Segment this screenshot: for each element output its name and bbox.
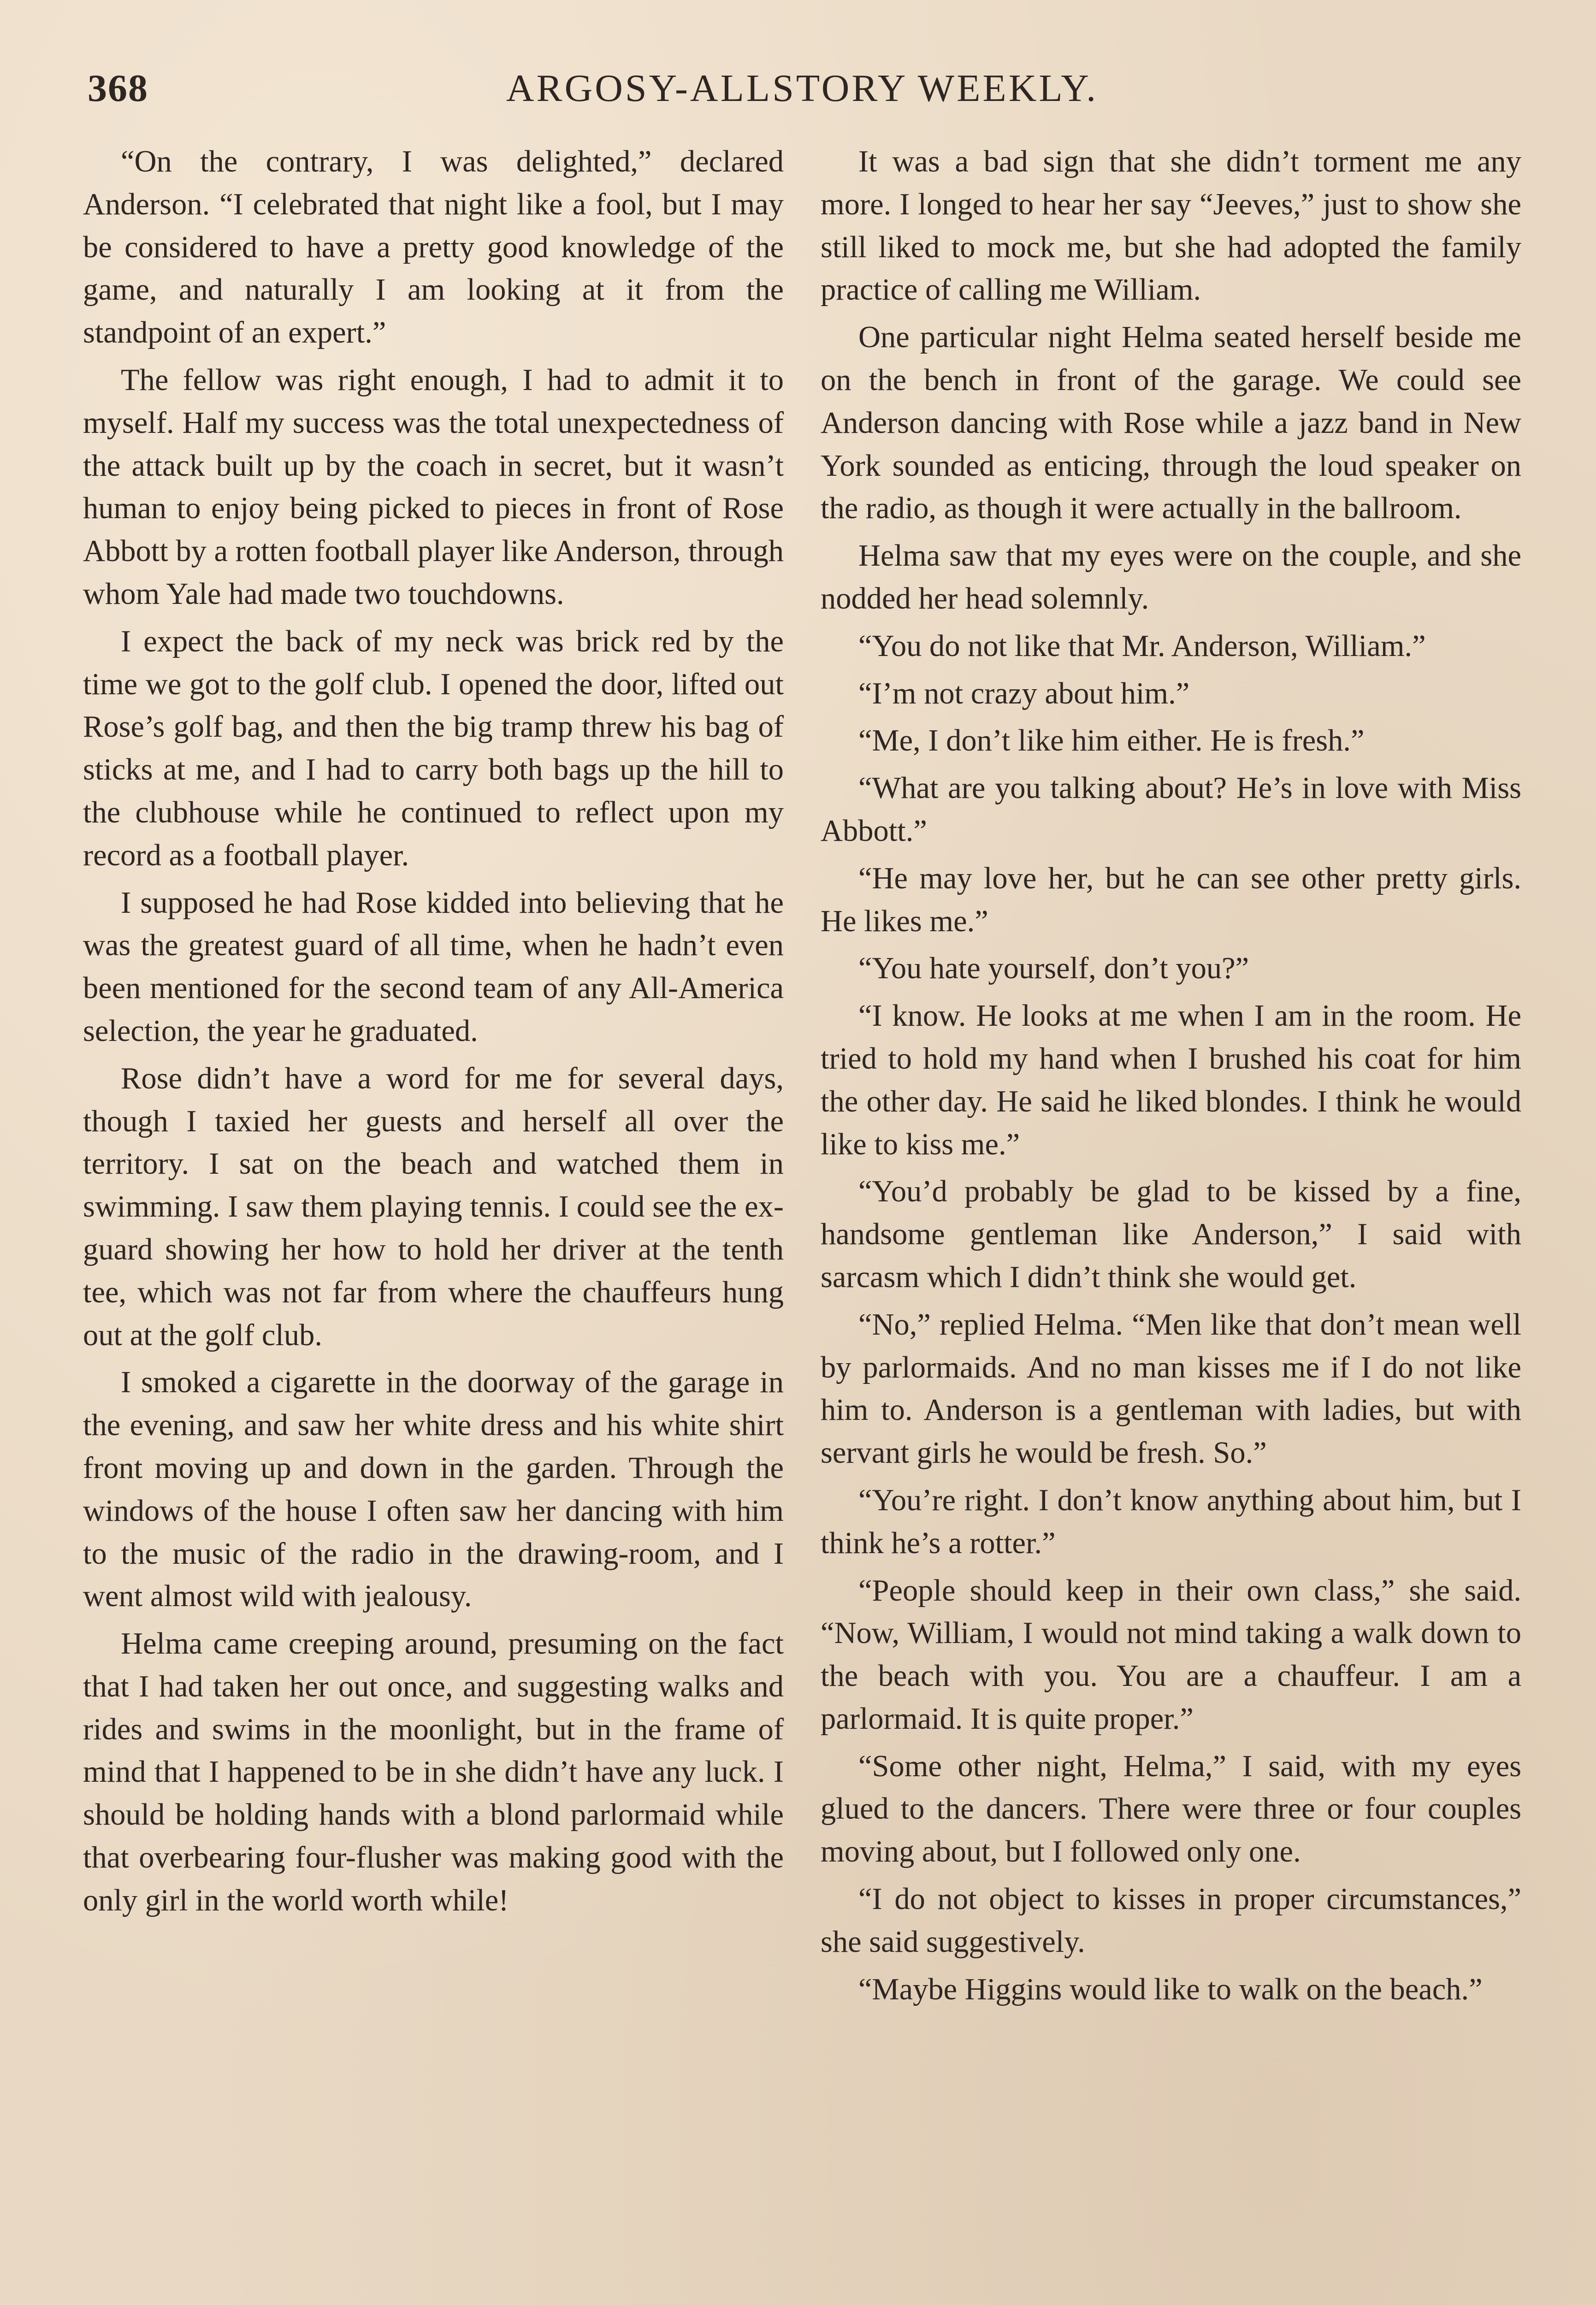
paragraph: I expect the back of my neck was brick red by the time we got to the golf club. I opened the door, lifted out Rose’s golf bag, and then the big tramp threw his bag of sticks at me, and I had to carry both bags up the hill to the clubhouse while he continued to reflect upon my record as a football player. — [83, 624, 784, 872]
page-header — [69, 58, 1535, 127]
paragraph: “He may love her, but he can see other pretty girls. He likes me.” — [821, 861, 1521, 938]
paragraph: One particular night Helma seated herself beside me on the bench in front of the garage. We could see Anderson dancing with Rose while a jazz band in New York sounded as enticing, through the loud speaker on the radio, as though it were actually in the ballroom. — [821, 320, 1521, 526]
paragraph: “No,” replied Helma. “Men like that don’t mean well by parlormaids. And no man kisses me if I do not like him to. Anderson is a gentleman with ladies, but with servant girls he would be fresh. So.” — [821, 1307, 1521, 1470]
paragraph: “Me, I don’t like him either. He is fresh.” — [858, 724, 1365, 758]
paragraph: “Some other night, Helma,” I said, with my eyes glued to the dancers. There were three or four couples moving about, but I followed only one. — [821, 1749, 1521, 1869]
paragraph: “You’d probably be glad to be kissed by a fine, handsome gentleman like Anderson,” I said with sarcasm which I didn’t think she would get. — [821, 1175, 1521, 1294]
paragraph: “You’re right. I don’t know anything about him, but I think he’s a rotter.” — [821, 1483, 1521, 1560]
paragraph: “You do not like that Mr. Anderson, William.” — [858, 629, 1426, 663]
left-column — [83, 141, 784, 1927]
paragraph: Helma came creeping around, presuming on the fact that I had taken her out once, and suggesting walks and rides and swims in the moonlight, but in the frame of mind that I happened to be in she didn’t have any luck. I should be holding hands with a blond parlormaid while that overbearing four-flusher was making good with the only girl in the world worth while! — [83, 1627, 784, 1917]
paragraph: It was a bad sign that she didn’t torment me any more. I longed to hear her say “Jeeves,” just to show she still liked to mock me, but she had adopted the family practice of calling me William. — [821, 145, 1521, 307]
paragraph: I smoked a cigarette in the doorway of the garage in the evening, and saw her white dress and his white shirt front moving up and down in the garden. Through the windows of the house I often saw her dancing with him to the music of the radio in the drawing-room, and I went almost wild with jealousy. — [83, 1365, 784, 1614]
paragraph: The fellow was right enough, I had to admit it to myself. Half my success was the total unexpectedness of the attack built up by the coach in secret, but it wasn’t human to enjoy being picked to pieces in front of Rose Abbott by a rotten football player like Anderson, through whom Yale had made two touchdowns. — [83, 363, 784, 611]
paragraph: Rose didn’t have a word for me for several days, though I taxied her guests and herself all over the territory. I sat on the beach and watched them in swimming. I saw them playing tennis. I could see the ex-guard showing her how to hold her driver at the tenth tee, which was not far from where the chauffeurs hung out at the golf club. — [83, 1061, 784, 1352]
right-column — [821, 141, 1521, 2015]
paragraph: “On the contrary, I was delighted,” declared Anderson. “I celebrated that night like a fool, but I may be considered to have a pretty good knowledge of the game, and naturally I am looking at it from the standpoint of an expert.” — [83, 145, 784, 350]
paragraph: “What are you talking about? He’s in love with Miss Abbott.” — [821, 771, 1521, 848]
paragraph: I supposed he had Rose kidded into believing that he was the greatest guard of all time, when he hadn’t even been mentioned for the second team of any All-America selection, the year he graduated. — [83, 886, 784, 1048]
page-number: 368 — [88, 67, 148, 110]
paragraph: Helma saw that my eyes were on the couple, and she nodded her head solemnly. — [821, 539, 1521, 615]
paragraph: “You hate yourself, don’t you?” — [858, 952, 1249, 986]
paragraph: “People should keep in their own class,” she said. “Now, William, I would not mind taking a walk down to the beach with you. You are a chauffeur. I am a parlormaid. It is quite proper.” — [821, 1573, 1521, 1736]
paragraph: “I do not object to kisses in proper circumstances,” she said suggestively. — [821, 1882, 1521, 1959]
paragraph: “I’m not crazy about him.” — [858, 676, 1190, 710]
paragraph: “I know. He looks at me when I am in the room. He tried to hold my hand when I brushed his coat for him the other day. He said he liked blondes. I think he would like to kiss me.” — [821, 999, 1521, 1161]
running-head: ARGOSY-ALLSTORY WEEKLY. — [506, 67, 1099, 110]
paragraph: “Maybe Higgins would like to walk on the beach.” — [858, 1972, 1483, 2006]
